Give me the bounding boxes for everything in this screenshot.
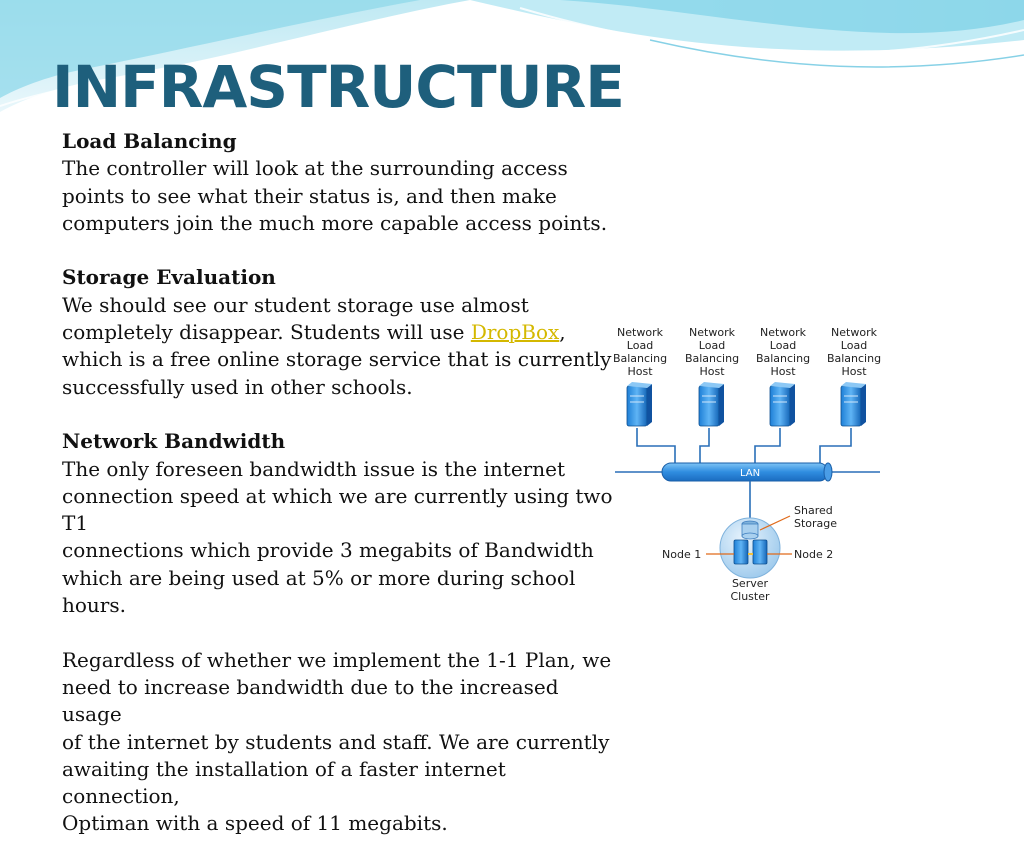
host-label-line: Host xyxy=(770,365,796,378)
section-network-bandwidth xyxy=(62,428,622,619)
shared-storage-label: Shared xyxy=(794,504,833,517)
host-label-line: Host xyxy=(841,365,867,378)
lan-label: LAN xyxy=(739,468,761,479)
link-suffix: , xyxy=(559,320,566,345)
section-load-balancing xyxy=(62,128,622,237)
host-label-line: Network xyxy=(831,326,877,339)
network-load-balancing-host xyxy=(613,326,667,426)
body-line: which are being used at 5% or more during school xyxy=(62,565,576,590)
body-line: successfully used in other schools. xyxy=(62,374,413,399)
host-label-line: Load xyxy=(840,339,868,352)
body-line: We should see our student storage use almost xyxy=(62,292,529,317)
body-line: connections which provide 3 megabits of Bandwidth xyxy=(62,538,594,563)
body-line: computers join the much more capable access points. xyxy=(62,210,608,235)
server-icon xyxy=(627,382,652,426)
network-load-balancing-diagram xyxy=(610,318,885,603)
server-cluster-label: Server xyxy=(731,577,769,590)
body-line: The controller will look at the surrounding access xyxy=(62,156,568,181)
shared-storage-label: Storage xyxy=(794,517,838,530)
slide-title: INFRASTRUCTURE xyxy=(52,53,624,121)
section-storage-evaluation xyxy=(62,264,622,400)
server-icon xyxy=(841,382,866,426)
body-line: of the internet by students and staff. We are currently xyxy=(62,729,610,754)
server-cluster-label: Cluster xyxy=(730,590,770,603)
node-2-label: Node 2 xyxy=(794,548,834,561)
network-load-balancing-host xyxy=(756,326,810,426)
slide-body xyxy=(62,128,622,865)
host-label-line: Network xyxy=(617,326,663,339)
section-heading: Load Balancing xyxy=(62,129,237,153)
section-heading: Storage Evaluation xyxy=(62,265,276,290)
network-load-balancing-host xyxy=(827,326,881,426)
link-prefix: completely disappear. Students will use xyxy=(62,320,471,345)
host-label-line: Load xyxy=(698,339,726,352)
lan-bus xyxy=(615,463,880,481)
host-label-line: Network xyxy=(689,326,735,339)
node-1-label: Node 1 xyxy=(662,548,702,561)
server-cluster-icon xyxy=(720,518,780,578)
host-label-line: Load xyxy=(626,339,654,352)
body-line: need to increase bandwidth due to the increased usage xyxy=(62,674,559,727)
body-line: awaiting the installation of a faster internet connection, xyxy=(62,756,506,809)
host-label-line: Load xyxy=(769,339,797,352)
server-icon xyxy=(770,382,795,426)
body-line: points to see what their status is, and then make xyxy=(62,183,557,208)
host-label-line: Balancing xyxy=(826,352,882,365)
body-line-with-link xyxy=(62,319,622,346)
body-line: Regardless of whether we implement the 1-1 Plan, we xyxy=(62,647,612,672)
body-line: hours. xyxy=(62,593,126,618)
host-connection-lines xyxy=(637,428,851,463)
host-label-line: Network xyxy=(760,326,806,339)
host-label-line: Host xyxy=(627,365,653,378)
server-icon xyxy=(699,382,724,426)
host-label-line: Balancing xyxy=(684,352,740,365)
host-label-line: Balancing xyxy=(612,352,668,365)
section-regardless xyxy=(62,647,622,838)
section-heading: Network Bandwidth xyxy=(62,429,286,454)
body-line: which is a free online storage service that is currently xyxy=(62,347,612,372)
host-label-line: Host xyxy=(699,365,725,378)
body-line: Optiman with a speed of 11 megabits. xyxy=(62,811,448,836)
body-line: The only foreseen bandwidth issue is the internet xyxy=(62,456,565,481)
dropbox-link[interactable]: DropBox xyxy=(470,320,560,345)
network-load-balancing-host xyxy=(685,326,739,426)
body-line: connection speed at which we are currently using two T1 xyxy=(62,483,613,536)
host-label-line: Balancing xyxy=(755,352,811,365)
